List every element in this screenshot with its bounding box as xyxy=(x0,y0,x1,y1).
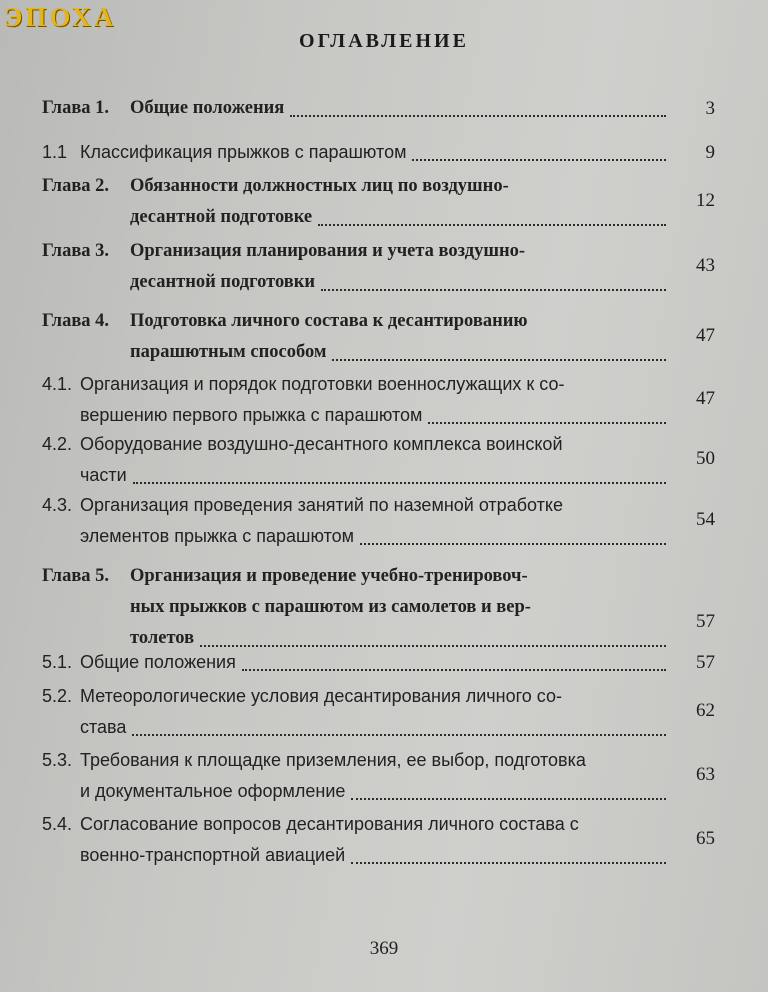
entry-page-number: 47 xyxy=(696,388,715,409)
entry-title-line: части xyxy=(80,465,127,485)
leader-dots xyxy=(351,862,666,864)
leader-dots xyxy=(428,422,666,424)
entry-title-line: Оборудование воздушно-десантного комплекса воинской xyxy=(80,434,563,454)
entry-number: 4.1. xyxy=(42,374,73,394)
entry-title-line: Требования к площадке приземления, ее выбор, подготовка xyxy=(80,750,586,770)
entry-title-line: десантной подготовки xyxy=(130,272,316,292)
publisher-logo: ЭПОХА xyxy=(4,2,117,32)
entry-page-number: 57 xyxy=(696,652,715,673)
entry-title-line: вершению первого прыжка с парашютом xyxy=(80,405,423,425)
leader-dots xyxy=(412,159,666,161)
entry-page-number: 9 xyxy=(705,142,715,163)
entry-page-number: 63 xyxy=(696,764,715,785)
entry-page-number: 65 xyxy=(696,828,715,849)
entry-page-number: 47 xyxy=(696,325,715,346)
leader-dots xyxy=(351,798,666,800)
entry-title-line: Обязанности должностных лиц по воздушно- xyxy=(130,176,509,196)
entry-title-line: парашютным способом xyxy=(130,342,327,362)
entry-page-number: 3 xyxy=(705,98,715,119)
entry-title-line: става xyxy=(80,717,127,737)
entry-title-line: элементов прыжка с парашютом xyxy=(80,526,355,546)
leader-dots xyxy=(200,645,666,647)
entry-number: 5.2. xyxy=(42,686,73,706)
entry-page-number: 57 xyxy=(696,611,715,632)
leader-dots xyxy=(132,734,666,736)
entry-title-line: ных прыжков с парашютом из самолетов и вер- xyxy=(130,597,531,617)
entry-number: Глава 5. xyxy=(42,566,110,586)
entry-number: 5.3. xyxy=(42,750,73,770)
entry-number: 1.1 xyxy=(42,142,68,162)
entry-title-line: Организация проведения занятий по наземной отработке xyxy=(80,495,563,515)
entry-page-number: 12 xyxy=(696,190,715,211)
entry-title-line: Общие положения xyxy=(80,652,236,672)
entry-title-line: Подготовка личного состава к десантированию xyxy=(130,311,528,331)
leader-dots xyxy=(133,482,666,484)
leader-dots xyxy=(290,115,666,117)
entry-title-line: Организация планирования и учета воздушно- xyxy=(130,241,526,261)
leader-dots xyxy=(360,543,666,545)
entry-title-line: Общие положения xyxy=(130,98,285,118)
entry-number: 5.1. xyxy=(42,652,73,672)
entry-title-line: Организация и проведение учебно-тренировоч- xyxy=(130,566,528,586)
leader-dots xyxy=(242,669,666,671)
entry-title-line: Согласование вопросов десантирования личного состава с xyxy=(80,814,579,834)
page-number: 369 xyxy=(369,938,399,959)
leader-dots xyxy=(318,224,666,226)
entry-title-line: толетов xyxy=(130,628,195,648)
entry-title-line: десантной подготовке xyxy=(130,207,313,227)
entry-page-number: 62 xyxy=(696,700,715,721)
entry-number: 5.4. xyxy=(42,814,73,834)
entry-number: 4.2. xyxy=(42,434,73,454)
entry-title-line: Классификация прыжков с парашютом xyxy=(80,142,407,162)
entry-number: Глава 2. xyxy=(42,176,110,196)
leader-dots xyxy=(321,289,666,291)
entry-page-number: 50 xyxy=(696,448,715,469)
entry-title-line: и документальное оформление xyxy=(80,781,346,801)
entry-title-line: военно-транспортной авиацией xyxy=(80,845,346,865)
entry-number: 4.3. xyxy=(42,495,73,515)
entry-page-number: 43 xyxy=(696,255,715,276)
entry-title-line: Метеорологические условия десантирования личного со- xyxy=(80,686,563,706)
leader-dots xyxy=(332,359,666,361)
entry-page-number: 54 xyxy=(696,509,715,530)
entry-number: Глава 3. xyxy=(42,241,110,261)
entry-number: Глава 1. xyxy=(42,98,110,118)
entry-title-line: Организация и порядок подготовки военнослужащих к со- xyxy=(80,374,565,394)
page-title: ОГЛАВЛЕНИЕ xyxy=(299,30,469,52)
entry-number: Глава 4. xyxy=(42,311,110,331)
